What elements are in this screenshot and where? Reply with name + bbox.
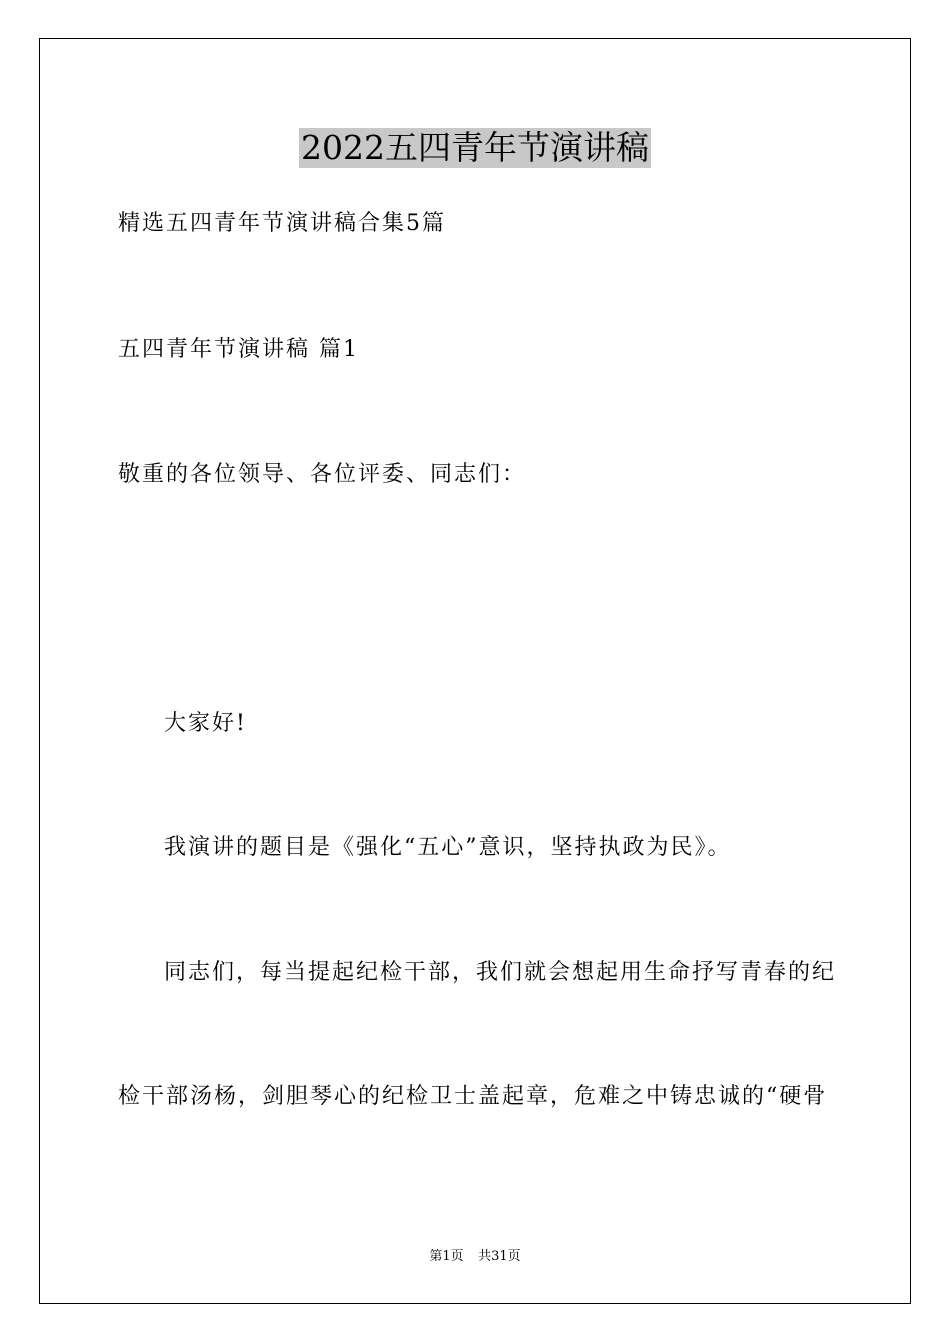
page-total: 共31页: [478, 1249, 521, 1264]
title-container: [0, 128, 950, 168]
salutation: 敬重的各位领导、各位评委、同志们：: [118, 462, 527, 487]
document-title: 2022五四青年节演讲稿: [301, 128, 649, 167]
document-subtitle: 精选五四青年节演讲稿合集5篇: [118, 211, 446, 236]
paragraph-speech-topic: 我演讲的题目是《强化“五心”意识，坚持执政为民》。: [164, 835, 732, 860]
greeting: 大家好!: [164, 711, 247, 736]
section-heading: 五四青年节演讲稿 篇1: [118, 337, 359, 362]
page-number: 第1页: [429, 1249, 464, 1264]
paragraph-body-line-1: 同志们，每当提起纪检干部，我们就会想起用生命抒写青春的纪: [164, 960, 837, 985]
page-footer: [0, 1248, 950, 1266]
paragraph-body-line-2: 检干部汤杨，剑胆琴心的纪检卫士盖起章，危难之中铸忠诚的“硬骨: [118, 1084, 828, 1109]
